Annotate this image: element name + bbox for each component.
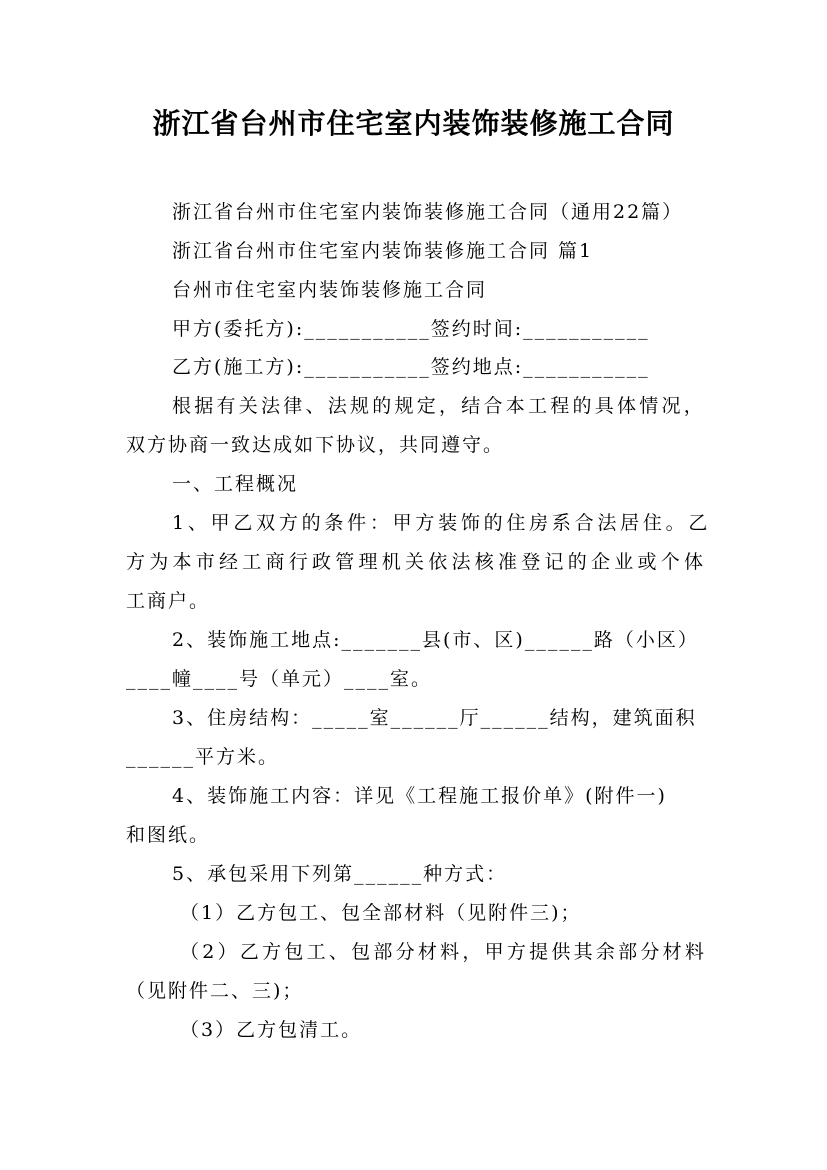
paragraph-line: 根据有关法律、法规的规定，结合本工程的具体情况， [172, 395, 707, 417]
list-item: （1）乙方包工、包全部材料（见附件三)； [180, 902, 582, 924]
section-heading: 浙江省台州市住宅室内装饰装修施工合同 篇1 [172, 240, 594, 262]
paragraph-line: 3、住房结构：_____室______厅______结构，建筑面积 [172, 707, 697, 729]
paragraph-line: ____幢____号（单元）____室。 [126, 668, 433, 690]
paragraph-line: 双方协商一致达成如下协议，共同遵守。 [126, 434, 505, 456]
contract-heading: 台州市住宅室内装饰装修施工合同 [172, 279, 488, 301]
paragraph-line: 5、承包采用下列第______种方式： [172, 863, 508, 885]
section-heading: 一、工程概况 [172, 473, 299, 495]
paragraph-line: 方为本市经工商行政管理机关依法核准登记的企业或个体 [126, 551, 708, 573]
list-item: （3）乙方包清工。 [180, 1019, 363, 1041]
paragraph-line: 1、甲乙双方的条件：甲方装饰的住房系合法居住。乙 [172, 512, 712, 534]
paragraph-line: 4、装饰施工内容：详见《工程施工报价单》(附件一) [172, 785, 667, 807]
party-a-line: 甲方(委托方):___________签约时间:___________ [172, 318, 650, 340]
subtitle-line: 浙江省台州市住宅室内装饰装修施工合同（通用22篇） [172, 201, 684, 223]
party-b-line: 乙方(施工方):___________签约地点:___________ [172, 356, 650, 378]
document-title: 浙江省台州市住宅室内装饰装修施工合同 [152, 107, 675, 140]
paragraph-line: ______平方米。 [126, 746, 280, 768]
list-item: （见附件二、三)； [126, 980, 304, 1002]
paragraph-line: 和图纸。 [126, 824, 211, 846]
paragraph-line: 2、装饰施工地点:_______县(市、区)______路（小区） [172, 629, 699, 651]
paragraph-line: 工商户。 [126, 590, 211, 612]
list-item: （2）乙方包工、包部分材料，甲方提供其余部分材料 [180, 941, 708, 963]
